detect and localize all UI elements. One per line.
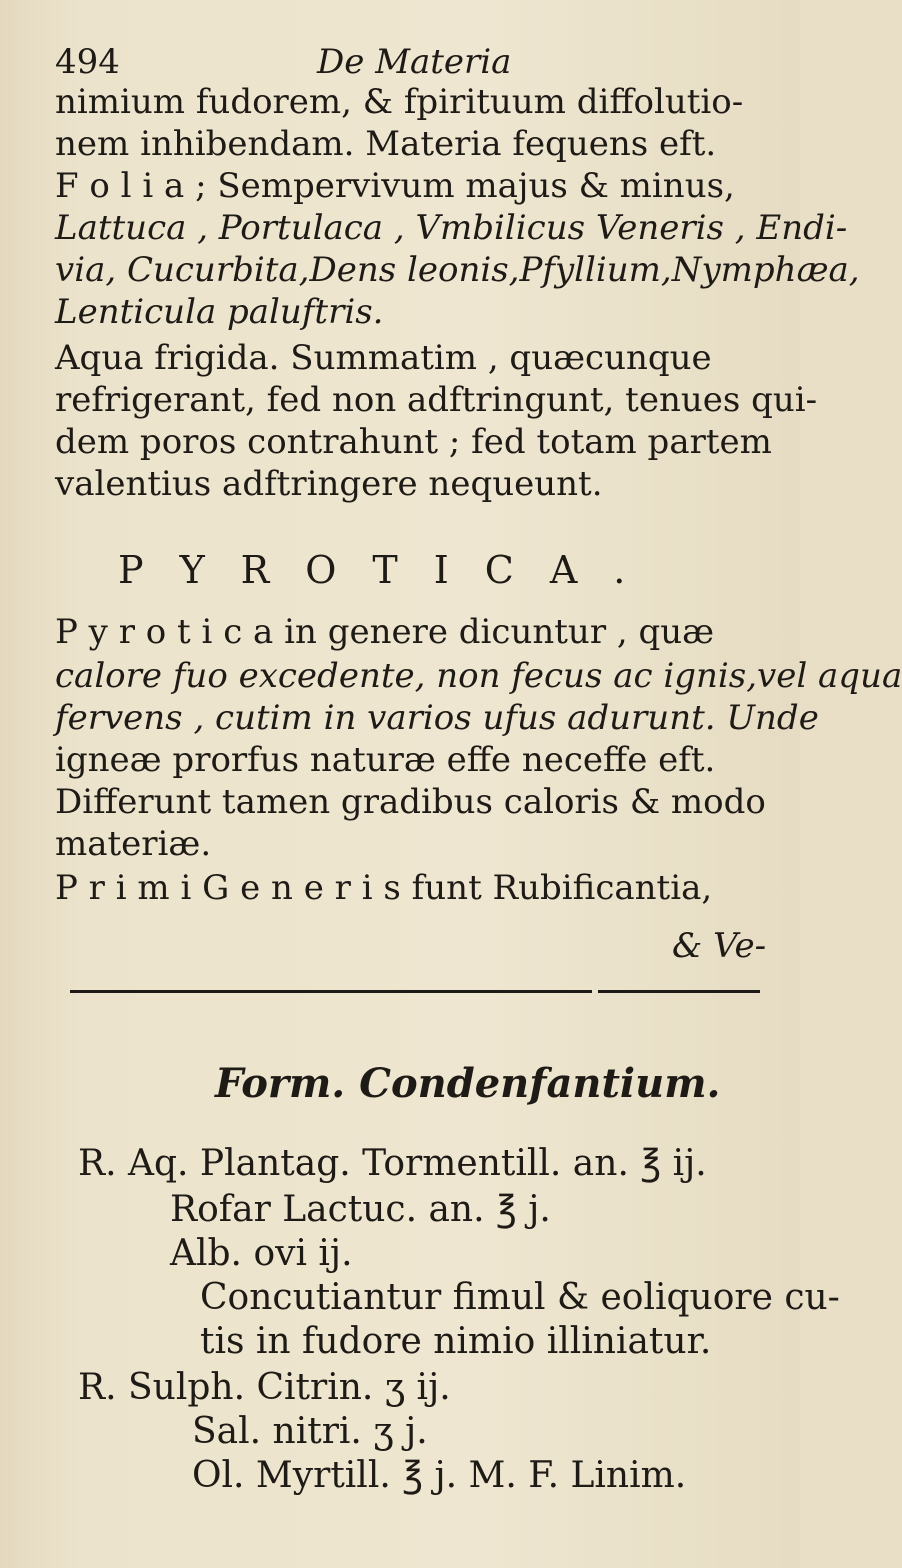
section-title: PYROTICA. [118, 548, 662, 592]
catchword: & Ve- [672, 926, 767, 966]
text-line: P r i m i G e n e r i s funt Rubificantia, [55, 868, 713, 908]
text-line: nem inhibendam. Materia fequens eft. [55, 124, 717, 164]
recipe-line: Ol. Myrtill. ℥ j. M. F. Linim. [192, 1455, 687, 1496]
text-line: igneæ prorfus naturæ effe neceffe eft. [55, 740, 716, 780]
text-line: F o l i a ; Sempervivum majus & minus, [55, 166, 735, 206]
divider-rule [598, 990, 760, 993]
text-line: materiæ. [55, 824, 212, 864]
text-line: valentius adftringere nequeunt. [55, 464, 603, 504]
text-line: P y r o t i c a in genere dicuntur , quæ [55, 612, 715, 652]
recipe-line: R. Sulph. Citrin. ʒ ij. [78, 1367, 451, 1408]
page-number: 494 [55, 42, 120, 82]
formula-title: Form. Condenfantium. [215, 1060, 721, 1107]
text-line: Aqua frigida. Summatim , quæcunque [55, 338, 712, 378]
text-line: via, Cucurbita,Dens leonis,Pfyllium,Nymphæa, [55, 250, 860, 290]
recipe-line: Rofar Lactuc. an. ℥ j. [170, 1189, 551, 1230]
running-title: De Materia [317, 42, 512, 82]
recipe-line: Sal. nitri. ʒ j. [192, 1411, 428, 1452]
recipe-line: Concutiantur fimul & eoliquore cu- [200, 1277, 840, 1318]
text-line: fervens , cutim in varios ufus adurunt. Unde [55, 698, 819, 738]
recipe-line: R. Aq. Plantag. Tormentill. an. ℥ ij. [78, 1143, 707, 1184]
text-line: Differunt tamen gradibus caloris & modo [55, 782, 766, 822]
recipe-line: Alb. ovi ij. [170, 1233, 353, 1274]
text-line: Lattuca , Portulaca , Vmbilicus Veneris , Endi- [55, 208, 848, 248]
text-line: dem poros contrahunt ; fed totam partem [55, 422, 772, 462]
text-line: Lenticula paluftris. [55, 292, 384, 332]
recipe-line: tis in fudore nimio illiniatur. [200, 1321, 712, 1362]
divider-rule [70, 990, 592, 993]
text-line: nimium fudorem, & fpirituum diffolutio- [55, 82, 744, 122]
text-line: refrigerant, fed non adftringunt, tenues qui- [55, 380, 818, 420]
text-line: calore fuo excedente, non fecus ac ignis,vel aqua [55, 656, 902, 696]
